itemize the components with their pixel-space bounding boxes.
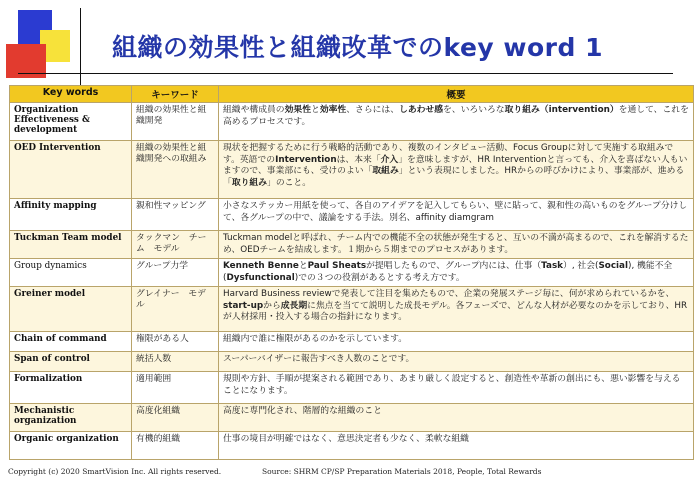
keyword-description: 小さなステッカー用紙を使って、各自のアイデアを記入してもらい、壁に貼って、親和性の高いものをグループ分けして、各グループの中で、議論をする手法。別名、affinity diamgram (219, 199, 694, 231)
footer-copyright: Copyright (c) 2020 SmartVision Inc. All rights reserved. (8, 467, 222, 476)
keyword-jp: 有機的組織 (132, 432, 219, 460)
keyword-jp: 権限がある人 (132, 332, 219, 352)
keyword-description: 組織や構成員の効果性と効率性、さらには、しあわせ感を、いろいろな取り組み（intervention）を通して、これを高めるプロセスです。 (219, 103, 694, 141)
slide-title: 組織の効果性と組織改革でのkey word 1 (112, 33, 604, 62)
keyword-jp: 親和性マッピング (132, 199, 219, 231)
keyword-en: Organization Effectiveness & development (10, 103, 132, 141)
keyword-en: Tuckman Team model (10, 231, 132, 259)
keyword-description: 規則や方針、手順が提案される範囲であり、あまり厳しく設定すると、創造性や革新の創出にも、悪い影響を与えることになります。 (219, 372, 694, 404)
table-row (10, 259, 694, 287)
table-row (10, 332, 694, 352)
keyword-en: Organic organization (10, 432, 132, 460)
header-key-words: Key words (10, 86, 132, 103)
table-row (10, 352, 694, 372)
table-row (10, 372, 694, 404)
keyword-jp: グレイナー モデル (132, 287, 219, 332)
table-header-row (10, 86, 694, 103)
table-row (10, 231, 694, 259)
keyword-jp: グループ力学 (132, 259, 219, 287)
keyword-en: Group dynamics (10, 259, 132, 287)
keyword-description: スーパーバイザーに報告すべき人数のことです。 (219, 352, 694, 372)
table-row (10, 199, 694, 231)
keyword-description: 組織内で誰に権限があるのかを示しています。 (219, 332, 694, 352)
table-row (10, 141, 694, 199)
keyword-description: Kenneth BenneとPaul Sheatsが提唱したもので、グループ内には、仕事（Task）, 社会(Social), 機能不全(Dysfunctional)での３つの役割があるとする考え方です。 (219, 259, 694, 287)
keyword-jp: 組織の効果性と組織開発への取組み (132, 141, 219, 199)
header-overview: 概要 (219, 86, 694, 103)
keyword-en: Chain of command (10, 332, 132, 352)
keyword-en: Mechanistic organization (10, 404, 132, 432)
footer-source: Source: SHRM CP/SP Preparation Materials 2018, People, Total Rewards (262, 467, 542, 476)
keyword-description: 高度に専門化され、階層的な組織のこと (219, 404, 694, 432)
header-keyword-jp: キーワード (132, 86, 219, 103)
keyword-description: Tuckman modelと呼ばれ、チーム内での機能不全の状態が発生すると、互いの不満が高まるので、これを解消するため、OEDチームを結成します。１期から５期までのプロセスがあります。 (219, 231, 694, 259)
keyword-jp: 適用範囲 (132, 372, 219, 404)
keyword-table (9, 85, 694, 460)
decor-horizontal-line (18, 73, 673, 74)
table-row (10, 432, 694, 460)
keyword-jp: タックマン チーム モデル (132, 231, 219, 259)
keyword-en: Affinity mapping (10, 199, 132, 231)
table-row (10, 103, 694, 141)
keyword-description: 仕事の境目が明確ではなく、意思決定者も少なく、柔軟な組織 (219, 432, 694, 460)
keyword-en: OED Intervention (10, 141, 132, 199)
keyword-jp: 高度化組織 (132, 404, 219, 432)
table-row (10, 287, 694, 332)
keyword-description: Harvard Business reviewで発表して注目を集めたもので、企業の発展ステージ毎に、何が求められているかを、start-upから成長期に焦点を当てて説明した成長モデル。各フェーズで、どんな人材が必要なのかを示しており、HRが人材採用・投入する場合の指針になります。 (219, 287, 694, 332)
keyword-description: 現状を把握するために行う戦略的活動であり、複数のインタビュー活動、Focus Groupに対して実施する取組みです。英語でのInterventionは、本来「介入」を意味しますが、HR Interventionと言っても、介入を喜ばない人もいますので、事業部にも、受けのよい「取組み」という表現にしました。HRからの呼びかけにより、事業部が、進める「取り組み」のこと。 (219, 141, 694, 199)
keyword-jp: 組織の効果性と組織開発 (132, 103, 219, 141)
keyword-en: Formalization (10, 372, 132, 404)
keyword-en: Span of control (10, 352, 132, 372)
decor-vertical-line (80, 8, 81, 88)
keyword-en: Greiner model (10, 287, 132, 332)
table-row (10, 404, 694, 432)
keyword-jp: 統括人数 (132, 352, 219, 372)
